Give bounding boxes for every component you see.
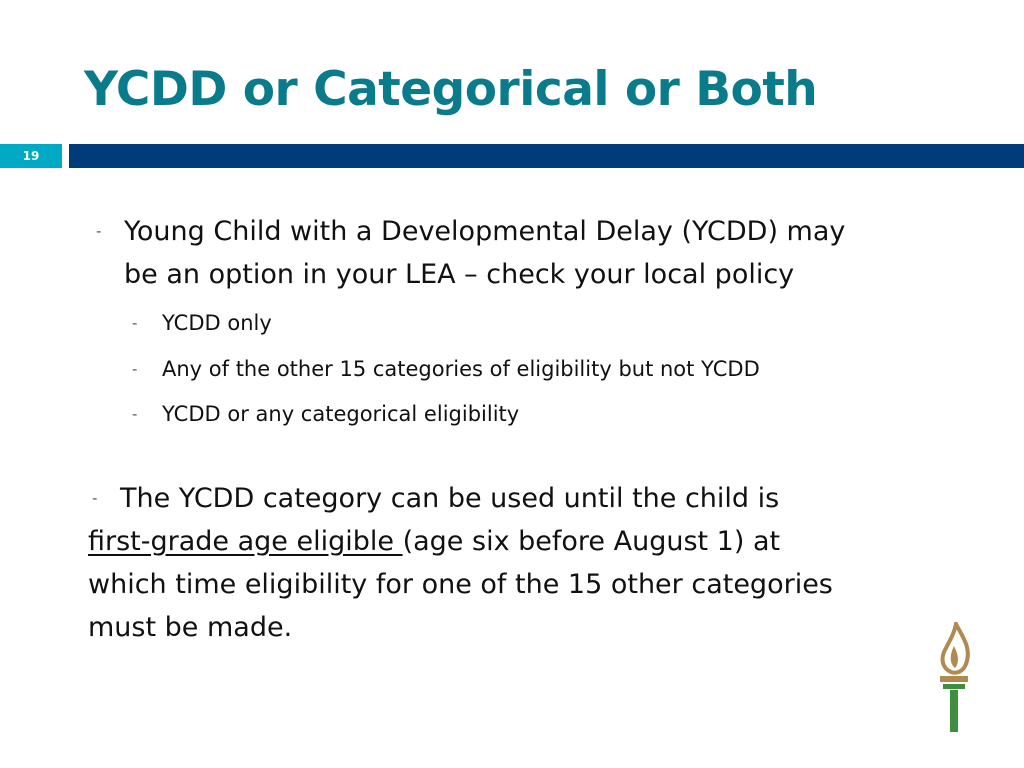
torch-band xyxy=(943,684,965,689)
title-divider-bar xyxy=(69,144,1024,168)
sub-bullet-text: Any of the other 15 categories of eligibility but not YCDD xyxy=(162,357,760,381)
torch-handle xyxy=(950,690,958,732)
sub-bullet-ycdd-or-categorical xyxy=(132,399,520,429)
ycdd-category-paragraph xyxy=(88,477,833,649)
sub-bullet-other-categories xyxy=(132,354,760,384)
torch-cup xyxy=(940,676,968,682)
paragraph-text: The YCDD category can be used until the child is xyxy=(120,483,780,514)
slide-title: YCDD or Categorical or Both xyxy=(84,62,818,117)
bullet-dash-icon: - xyxy=(132,360,138,378)
paragraph-line: must be made. xyxy=(88,612,293,643)
torch-flame-inner xyxy=(951,646,958,668)
bullet-dash-icon: - xyxy=(132,405,138,423)
paragraph-line xyxy=(88,520,833,563)
sub-bullet-text: YCDD or any categorical eligibility xyxy=(162,402,520,426)
paragraph-line: which time eligibility for one of the 15 other categories xyxy=(88,569,833,600)
sub-bullet-text: YCDD only xyxy=(162,311,272,335)
bullet-item-ycdd-option xyxy=(96,210,846,296)
bullet-dash-icon: - xyxy=(96,222,102,240)
underlined-term: first-grade age eligible xyxy=(88,526,403,557)
bullet-text-line: Young Child with a Developmental Delay (YCDD) may xyxy=(124,216,846,247)
bullet-dash-icon: - xyxy=(132,314,138,332)
bullet-text-line: be an option in your LEA – check your local policy xyxy=(124,259,795,290)
paragraph-text: (age six before August 1) at xyxy=(402,526,781,557)
paragraph-line xyxy=(88,477,833,520)
sub-bullet-ycdd-only xyxy=(132,308,272,338)
bullet-dash-icon: - xyxy=(92,489,98,507)
slide-number: 19 xyxy=(0,144,62,168)
torch-icon xyxy=(932,622,976,734)
